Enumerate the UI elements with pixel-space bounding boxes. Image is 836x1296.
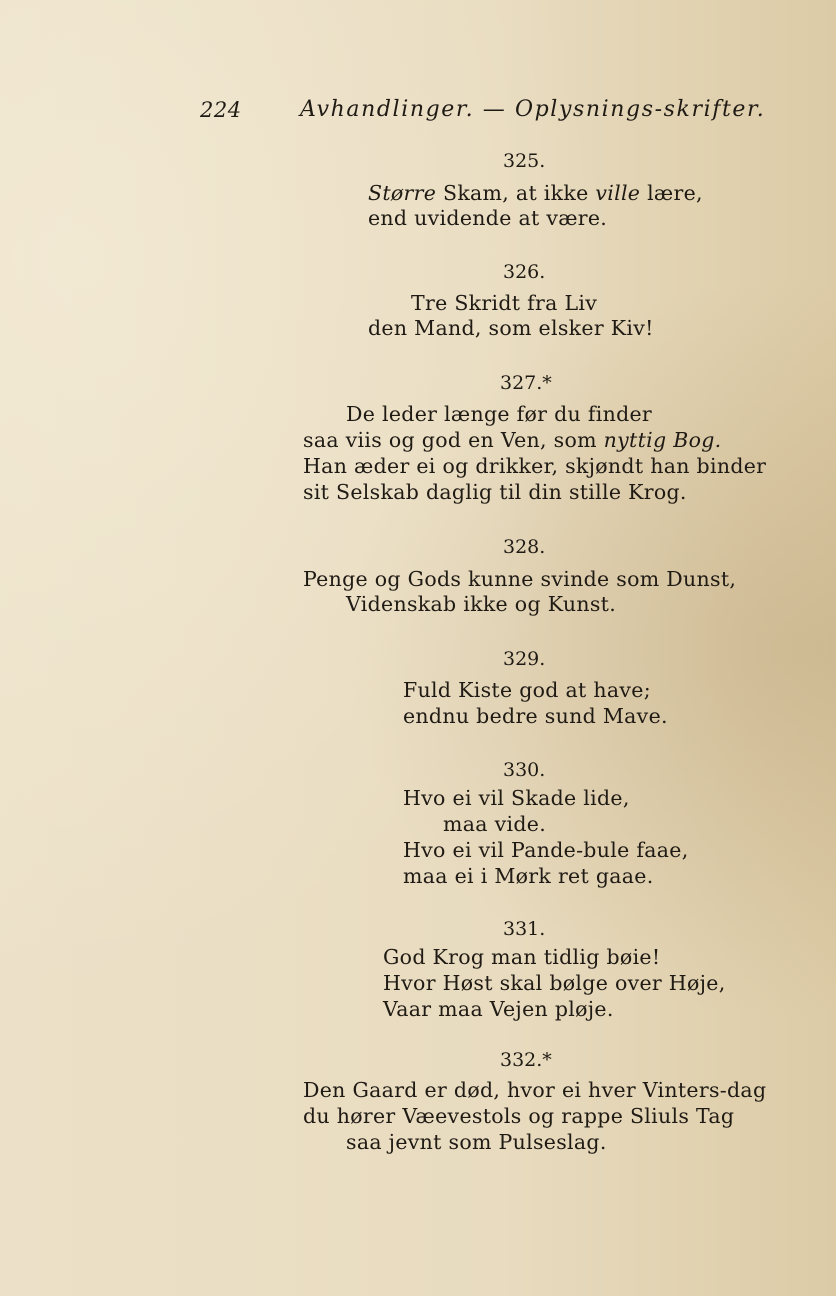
verse-line: du hører Væevestols og rappe Sliuls Tag xyxy=(303,1104,735,1128)
verse-line: Fuld Kiste god at have; xyxy=(403,678,651,702)
verse-line: Hvo ei vil Pande-bule faae, xyxy=(403,838,689,862)
verse-line: Penge og Gods kunne svinde som Dunst, xyxy=(303,567,737,591)
verse-line: Hvor Høst skal bølge over Høje, xyxy=(383,971,726,995)
verse-line: Hvo ei vil Skade lide, xyxy=(403,786,630,810)
verse-line: Den Gaard er død, hvor ei hver Vinters-dag xyxy=(303,1078,767,1102)
verse-line xyxy=(368,181,703,205)
page-number: 224 xyxy=(200,98,242,122)
entry-number: 331. xyxy=(503,918,546,940)
verse-line: end uvidende at være. xyxy=(368,206,608,230)
verse-text: Skam, at ikke xyxy=(436,181,596,205)
verse-line: Tre Skridt fra Liv xyxy=(411,291,598,315)
verse-line: maa ei i Mørk ret gaae. xyxy=(403,864,654,888)
emphasis-text: ville xyxy=(595,181,641,205)
verse-line: saa jevnt som Pulseslag. xyxy=(346,1130,607,1154)
verse-line: Han æder ei og drikker, skjøndt han binder xyxy=(303,454,767,478)
verse-line: maa vide. xyxy=(443,812,547,836)
emphasis-text: Større xyxy=(368,181,437,205)
verse-line: sit Selskab daglig til din stille Krog. xyxy=(303,480,687,504)
running-head: Avhandlinger. — Oplysnings-skrifter. xyxy=(300,97,766,122)
verse-line: endnu bedre sund Mave. xyxy=(403,704,668,728)
verse-line: De leder længe før du finder xyxy=(346,402,653,426)
entry-number: 328. xyxy=(503,536,546,558)
verse-line xyxy=(303,428,721,452)
entry-number: 325. xyxy=(503,150,546,172)
verse-text: saa viis og god en Ven, som xyxy=(303,428,604,452)
entry-number: 327.* xyxy=(500,372,552,394)
verse-text: lære, xyxy=(640,181,703,205)
entry-number: 326. xyxy=(503,261,546,283)
entry-number: 332.* xyxy=(500,1049,552,1071)
emphasis-text: nyttig Bog. xyxy=(603,428,722,452)
verse-line: den Mand, som elsker Kiv! xyxy=(368,316,654,340)
verse-line: Videnskab ikke og Kunst. xyxy=(346,592,617,616)
entry-number: 330. xyxy=(503,759,546,781)
verse-line: God Krog man tidlig bøie! xyxy=(383,945,661,969)
verse-line: Vaar maa Vejen pløje. xyxy=(383,997,614,1021)
entry-number: 329. xyxy=(503,648,546,670)
